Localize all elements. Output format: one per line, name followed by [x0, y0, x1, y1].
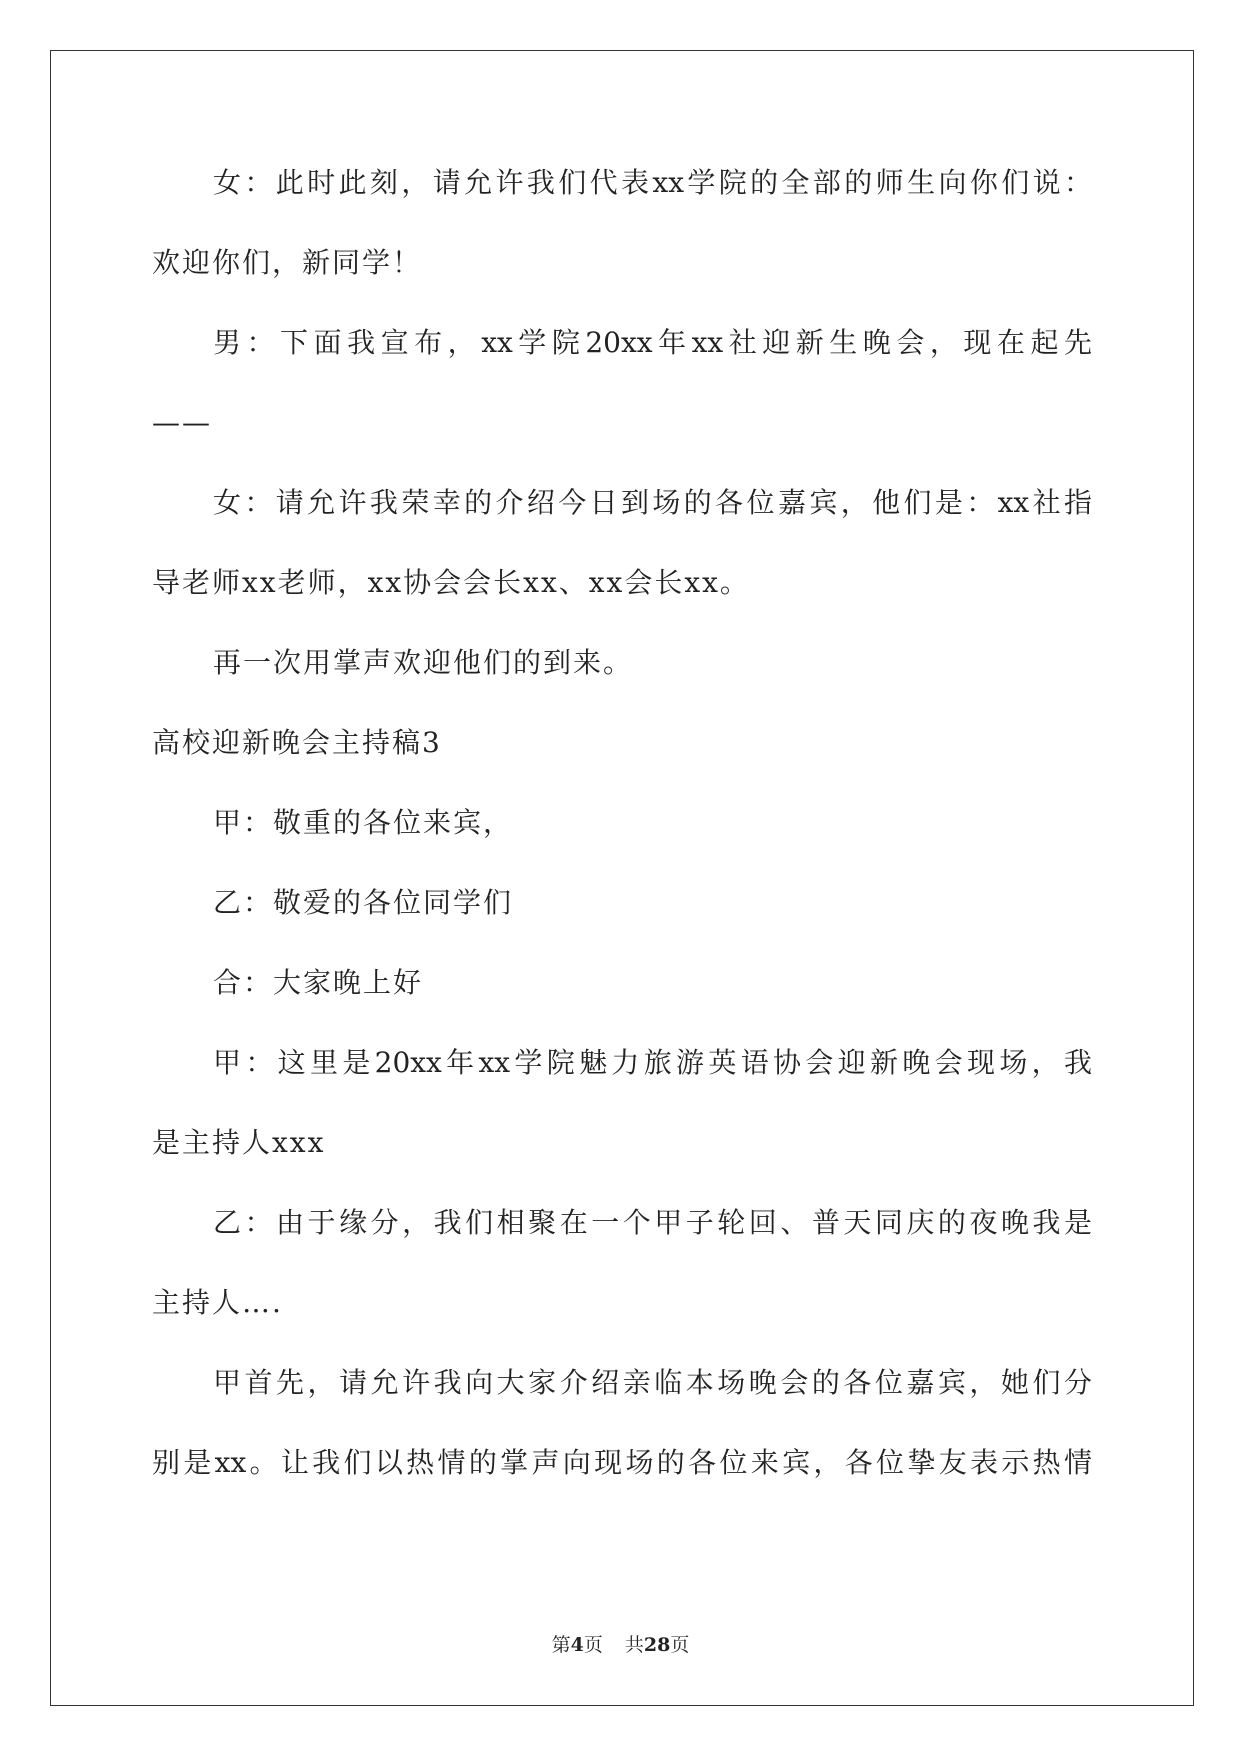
- text-line: 甲：这里是20xx年xx学院魅力旅游英语协会迎新晚会现场，我: [213, 1046, 1092, 1079]
- footer-page-suffix: 页: [583, 1634, 603, 1656]
- total-pages: 28: [643, 1634, 671, 1656]
- document-body: [152, 163, 1092, 1523]
- footer-total-suffix: 页: [670, 1634, 690, 1656]
- footer-prefix: 第: [551, 1634, 571, 1656]
- text-line: 甲：敬重的各位来宾，: [213, 806, 514, 839]
- text-line: 是主持人xxx: [152, 1126, 326, 1159]
- text-line: 甲首先，请允许我向大家介绍亲临本场晚会的各位嘉宾，她们分: [213, 1366, 1092, 1399]
- text-line: 合：大家晚上好: [213, 966, 424, 999]
- text-line: 男：下面我宣布，xx学院20xx年xx社迎新生晚会，现在起先: [213, 326, 1092, 359]
- text-line: 别是xx。让我们以热情的掌声向现场的各位来宾，各位挚友表示热情: [152, 1446, 1092, 1479]
- page-footer: [0, 1630, 1241, 1657]
- text-line: 女：请允许我荣幸的介绍今日到场的各位嘉宾，他们是：xx社指: [213, 486, 1092, 519]
- footer-total-prefix: 共: [624, 1634, 644, 1656]
- text-line: 再一次用掌声欢迎他们的到来。: [213, 646, 634, 679]
- text-line: 女：此时此刻，请允许我们代表xx学院的全部的师生向你们说：: [213, 166, 1092, 199]
- section-heading: 高校迎新晚会主持稿3: [152, 726, 442, 759]
- text-line: 乙：敬爱的各位同学们: [213, 886, 514, 919]
- text-line: 欢迎你们，新同学！: [152, 246, 423, 279]
- text-line: 主持人….: [152, 1286, 283, 1319]
- text-line: ——: [152, 406, 212, 439]
- text-line: 乙：由于缘分，我们相聚在一个甲子轮回、普天同庆的夜晚我是: [213, 1206, 1092, 1239]
- text-line: 导老师xx老师，xx协会会长xx、xx会长xx。: [152, 566, 750, 599]
- page-number: 4: [570, 1634, 584, 1656]
